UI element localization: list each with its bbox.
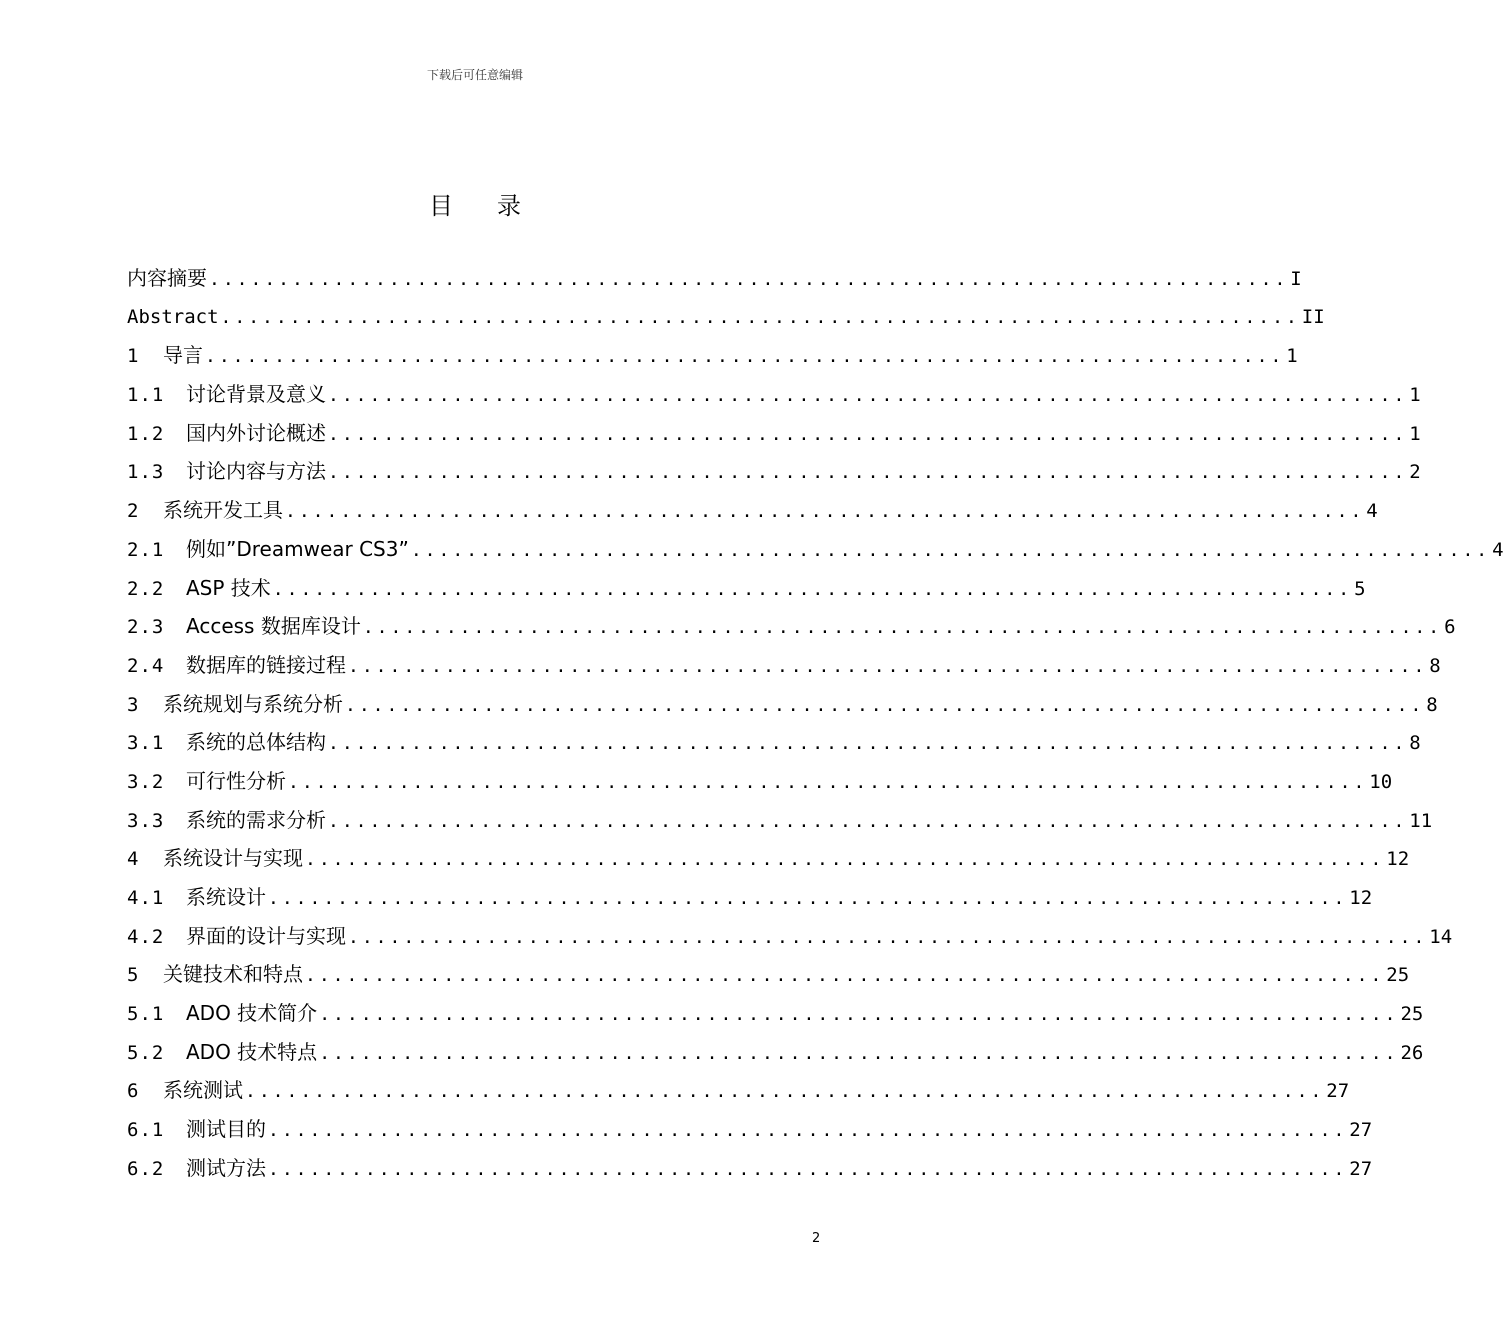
toc-entry[interactable] <box>127 917 1453 956</box>
toc-entry-label: 系统设计 <box>186 885 266 909</box>
toc-dot-leader: .............................................................................. <box>288 771 1368 793</box>
toc-entry-label: Access 数据库设计 <box>186 614 361 639</box>
toc-entry[interactable] <box>127 723 1421 762</box>
toc-title: 目录 <box>429 192 565 220</box>
toc-entry-label: 关键技术和特点 <box>163 962 303 987</box>
toc-entry-number: 6.2 <box>127 1157 165 1180</box>
toc-entry-number: 5.1 <box>127 1003 165 1026</box>
toc-dot-leader: .............................................................................. <box>319 1004 1399 1026</box>
page-number: 2 <box>812 1231 821 1246</box>
toc-entry-number: 3.2 <box>127 770 165 793</box>
toc-entry[interactable] <box>127 259 1302 298</box>
toc-entry-label: 导言 <box>163 343 203 368</box>
toc-entry-label: 可行性分析 <box>186 768 286 793</box>
toc-entry-label: 界面的设计与实现 <box>186 923 346 948</box>
toc-dot-leader: .............................................................................. <box>319 1042 1399 1064</box>
toc-entry[interactable] <box>127 1149 1373 1188</box>
toc-dot-leader: .............................................................................. <box>328 423 1408 445</box>
toc-entry[interactable] <box>127 414 1421 453</box>
toc-entry-page: 11 <box>1409 809 1433 832</box>
toc-entry-page: 1 <box>1409 422 1421 445</box>
toc-dot-leader: .............................................................................. <box>268 1158 1348 1180</box>
toc-dot-leader: .............................................................................. <box>362 617 1443 639</box>
toc-dot-leader: .............................................................................. <box>245 1081 1325 1103</box>
toc-entry[interactable] <box>127 1071 1350 1110</box>
toc-entry-number: 1.2 <box>127 422 165 445</box>
toc-entry-page: 4 <box>1366 500 1378 523</box>
toc-entry[interactable] <box>127 994 1424 1033</box>
toc-entry-number: 5 <box>127 964 140 987</box>
toc-entry-label: 系统的需求分析 <box>186 807 326 832</box>
toc-dot-leader: .............................................................................. <box>305 849 1385 871</box>
toc-entry-number: 2.1 <box>127 538 165 561</box>
table-of-contents <box>127 259 1504 1188</box>
toc-entry-number: 3.1 <box>127 732 165 755</box>
toc-entry-label: 测试目的 <box>186 1117 266 1142</box>
header-note: 下载后可任意编辑 <box>426 68 523 82</box>
toc-entry-label: 国内外讨论概述 <box>186 420 326 445</box>
toc-entry-page: 8 <box>1426 693 1438 716</box>
toc-entry-page: 1 <box>1409 384 1421 407</box>
toc-entry-number: 6.1 <box>127 1119 165 1142</box>
toc-entry-page: 25 <box>1400 1003 1424 1026</box>
toc-entry[interactable] <box>127 801 1433 840</box>
toc-entry-label: 例如”Dreamwear CS3” <box>186 536 409 561</box>
toc-dot-leader: .............................................................................. <box>410 539 1491 561</box>
toc-entry[interactable] <box>127 646 1441 685</box>
toc-entry-number: 1 <box>127 345 140 368</box>
toc-entry-page: 14 <box>1429 925 1453 948</box>
toc-entry[interactable] <box>127 491 1378 530</box>
toc-entry-page: 27 <box>1326 1080 1350 1103</box>
toc-entry-label: 系统的总体结构 <box>186 730 326 755</box>
toc-entry-label: 讨论背景及意义 <box>186 382 326 407</box>
toc-entry[interactable] <box>127 839 1410 878</box>
toc-dot-leader: .............................................................................. <box>285 501 1365 523</box>
toc-entry[interactable] <box>127 452 1421 491</box>
toc-entry[interactable] <box>127 1110 1373 1149</box>
toc-entry-page: II <box>1301 305 1325 328</box>
toc-entry[interactable] <box>127 685 1438 724</box>
toc-entry-page: 8 <box>1429 654 1441 677</box>
toc-entry-number: 2 <box>127 500 140 523</box>
toc-dot-leader: .............................................................................. <box>328 810 1408 832</box>
toc-dot-leader: .............................................................................. <box>268 1120 1348 1142</box>
toc-dot-leader: .............................................................................. <box>205 346 1285 368</box>
toc-entry-number: 3 <box>127 693 140 716</box>
toc-entry-label: 数据库的链接过程 <box>186 652 346 677</box>
toc-entry-page: 10 <box>1369 770 1393 793</box>
toc-entry-page: 25 <box>1386 964 1410 987</box>
toc-entry[interactable] <box>127 1033 1424 1072</box>
toc-dot-leader: .............................................................................. <box>328 385 1408 407</box>
toc-entry-label: ASP 技术 <box>186 575 271 600</box>
toc-dot-leader: .............................................................................. <box>348 926 1428 948</box>
toc-entry-label: 系统测试 <box>163 1078 243 1103</box>
toc-entry-number: 2.2 <box>127 577 165 600</box>
toc-entry-label: ADO 技术简介 <box>186 1001 318 1026</box>
toc-dot-leader: .............................................................................. <box>345 694 1425 716</box>
toc-entry[interactable] <box>127 298 1325 337</box>
toc-entry-page: 27 <box>1349 1157 1373 1180</box>
toc-entry-number: 5.2 <box>127 1041 165 1064</box>
toc-entry[interactable] <box>127 878 1373 917</box>
toc-dot-leader: .............................................................................. <box>305 965 1385 987</box>
toc-entry-label: 系统开发工具 <box>163 498 283 523</box>
toc-entry-number: 6 <box>127 1080 140 1103</box>
toc-entry-label: 内容摘要 <box>127 266 207 290</box>
toc-entry-page: 2 <box>1409 461 1421 484</box>
toc-entry-number: 2.4 <box>127 654 165 677</box>
toc-entry-number: 1.1 <box>127 384 165 407</box>
toc-entry[interactable] <box>127 530 1504 569</box>
toc-entry-page: 8 <box>1409 732 1421 755</box>
toc-entry-number: 1.3 <box>127 461 165 484</box>
toc-dot-leader: .............................................................................. <box>328 733 1408 755</box>
toc-dot-leader: .............................................................................. <box>220 306 1300 328</box>
toc-entry-number: 2.3 <box>127 616 165 639</box>
toc-entry-page: I <box>1290 268 1302 290</box>
toc-entry-page: 4 <box>1492 538 1504 561</box>
toc-entry-page: 26 <box>1400 1041 1424 1064</box>
toc-entry[interactable] <box>127 569 1366 608</box>
toc-entry-label: 讨论内容与方法 <box>186 459 326 484</box>
toc-dot-leader: .............................................................................. <box>328 462 1408 484</box>
toc-entry-number: 4 <box>127 848 140 871</box>
toc-entry-page: 27 <box>1349 1119 1373 1142</box>
toc-dot-leader: .............................................................................. <box>272 578 1353 600</box>
toc-entry-number: 3.3 <box>127 809 165 832</box>
toc-entry-page: 12 <box>1386 848 1410 871</box>
toc-entry-page: 6 <box>1444 616 1456 639</box>
toc-entry-label: 测试方法 <box>186 1155 266 1180</box>
toc-entry[interactable] <box>127 375 1421 414</box>
toc-entry-page: 5 <box>1354 577 1366 600</box>
toc-entry[interactable] <box>127 955 1410 994</box>
toc-dot-leader: .............................................................................. <box>348 655 1428 677</box>
toc-entry-label: 系统规划与系统分析 <box>163 691 343 716</box>
toc-entry[interactable] <box>127 336 1298 375</box>
toc-entry[interactable] <box>127 607 1456 646</box>
toc-entry-label: Abstract <box>127 305 219 328</box>
toc-entry-page: 1 <box>1286 345 1298 368</box>
toc-entry-number: 4.1 <box>127 887 165 909</box>
toc-entry-number: 4.2 <box>127 925 165 948</box>
toc-entry-label: ADO 技术特点 <box>186 1039 318 1064</box>
toc-entry-page: 12 <box>1349 887 1373 909</box>
toc-entry-label: 系统设计与实现 <box>163 846 303 871</box>
toc-dot-leader: .............................................................................. <box>268 888 1348 909</box>
toc-entry[interactable] <box>127 762 1393 801</box>
toc-dot-leader: .............................................................................. <box>209 269 1289 290</box>
